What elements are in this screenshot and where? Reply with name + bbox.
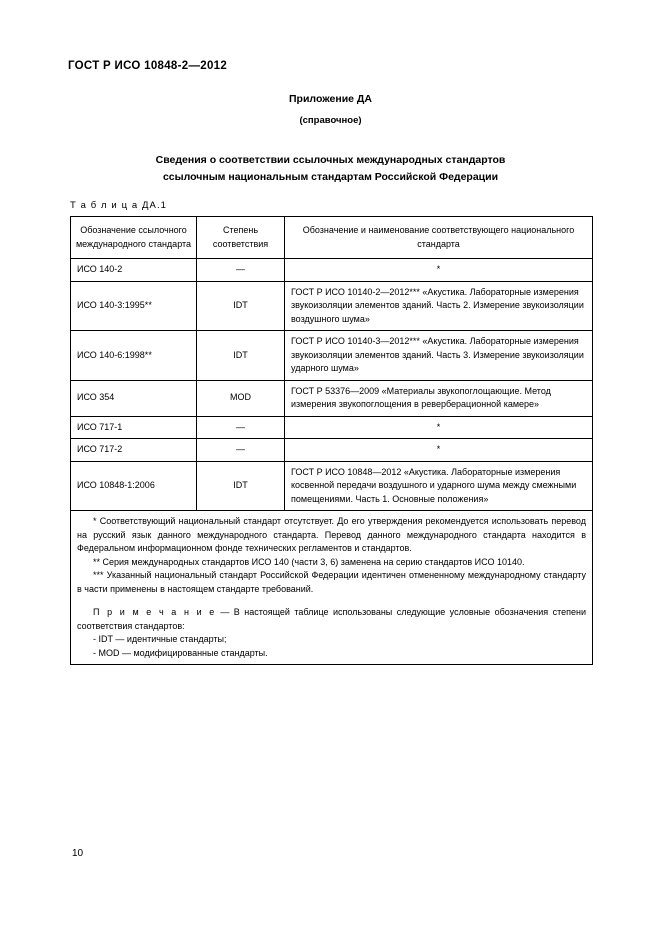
cell-national-standard: * [285,259,593,282]
column-header-reference-standard: Обозначение ссылочного международного стандарта [71,217,197,259]
note-general-label: П р и м е ч а н и е [93,607,216,617]
table-row [71,461,593,511]
section-title-line-2: ссылочным национальным стандартам Российской Федерации [162,171,499,183]
note-item-mod: - MOD — модифицированные стандарты. [93,647,268,658]
column-header-national-standard: Обозначение и наименование соответствующего национального стандарта [285,217,593,259]
cell-national-standard: ГОСТ Р ИСО 10848—2012 «Акустика. Лабораторные измерения косвенной передачи воздушного и ударного шума между смежными помещениями. Часть 1. Основные положения» [285,461,593,511]
note-general [77,606,586,633]
section-title [0,152,661,186]
cell-reference-standard: ИСО 717-1 [71,416,197,439]
table-header-row [71,217,593,259]
cell-degree: — [197,439,285,462]
correspondence-table [70,216,593,665]
table-notes-row [71,511,593,665]
cell-degree: IDT [197,331,285,381]
cell-national-standard: ГОСТ Р ИСО 10140-2—2012*** «Акустика. Лабораторные измерения звукоизоляции элементов зданий. Часть 2. Измерение звукоизоляции воздушного шума» [285,281,593,331]
note-asterisk: * Соответствующий национальный стандарт отсутствует. До его утверждения рекомендуется использовать перевод на русский язык данного международного стандарта. Перевод данного международного стандарта находится в Федеральном информационном фонде технических регламентов и стандартов. [77,516,586,553]
cell-national-standard: * [285,416,593,439]
page-header-standard-number: ГОСТ Р ИСО 10848-2—2012 [68,60,228,72]
cell-reference-standard: ИСО 140-3:1995** [71,281,197,331]
cell-reference-standard: ИСО 717-2 [71,439,197,462]
note-triple-asterisk: *** Указанный национальный стандарт Российской Федерации идентичен отмененному международному стандарту в части применены в настоящем стандарте требований. [77,570,586,594]
cell-national-standard: * [285,439,593,462]
page-number: 10 [72,848,84,859]
cell-degree: MOD [197,380,285,416]
note-general-text: — В настоящей таблице использованы следующие условные обозначения степени соответствия стандартов: [77,607,587,631]
table-caption: Т а б л и ц а ДА.1 [70,200,168,211]
cell-degree: IDT [197,281,285,331]
note-double-asterisk: ** Серия международных стандартов ИСО 140 (части 3, 6) заменена на серию стандартов ИСО 10140. [93,556,525,567]
table-row [71,281,593,331]
column-header-degree: Степень соответствия [197,217,285,259]
table-row [71,259,593,282]
cell-reference-standard: ИСО 140-2 [71,259,197,282]
table-row [71,380,593,416]
table-row [71,331,593,381]
table-row [71,439,593,462]
cell-national-standard: ГОСТ Р ИСО 10140-3—2012*** «Акустика. Лабораторные измерения звукоизоляции элементов зданий. Часть 3. Измерение звукоизоляции ударного шума» [285,331,593,381]
cell-degree: — [197,416,285,439]
section-title-line-1: Сведения о соответствии ссылочных международных стандартов [155,154,506,166]
cell-degree: IDT [197,461,285,511]
cell-national-standard: ГОСТ Р 53376—2009 «Материалы звукопоглощающие. Метод измерения звукопоглощения в реверберационной камере» [285,380,593,416]
cell-reference-standard: ИСО 354 [71,380,197,416]
note-item-idt: - IDT — идентичные стандарты; [93,634,227,644]
table-notes [71,511,593,665]
cell-reference-standard: ИСО 140-6:1998** [71,331,197,381]
cell-reference-standard: ИСО 10848-1:2006 [71,461,197,511]
annex-subtitle: (справочное) [299,115,362,126]
annex-title: Приложение ДА [289,93,372,105]
cell-degree: — [197,259,285,282]
table-row [71,416,593,439]
